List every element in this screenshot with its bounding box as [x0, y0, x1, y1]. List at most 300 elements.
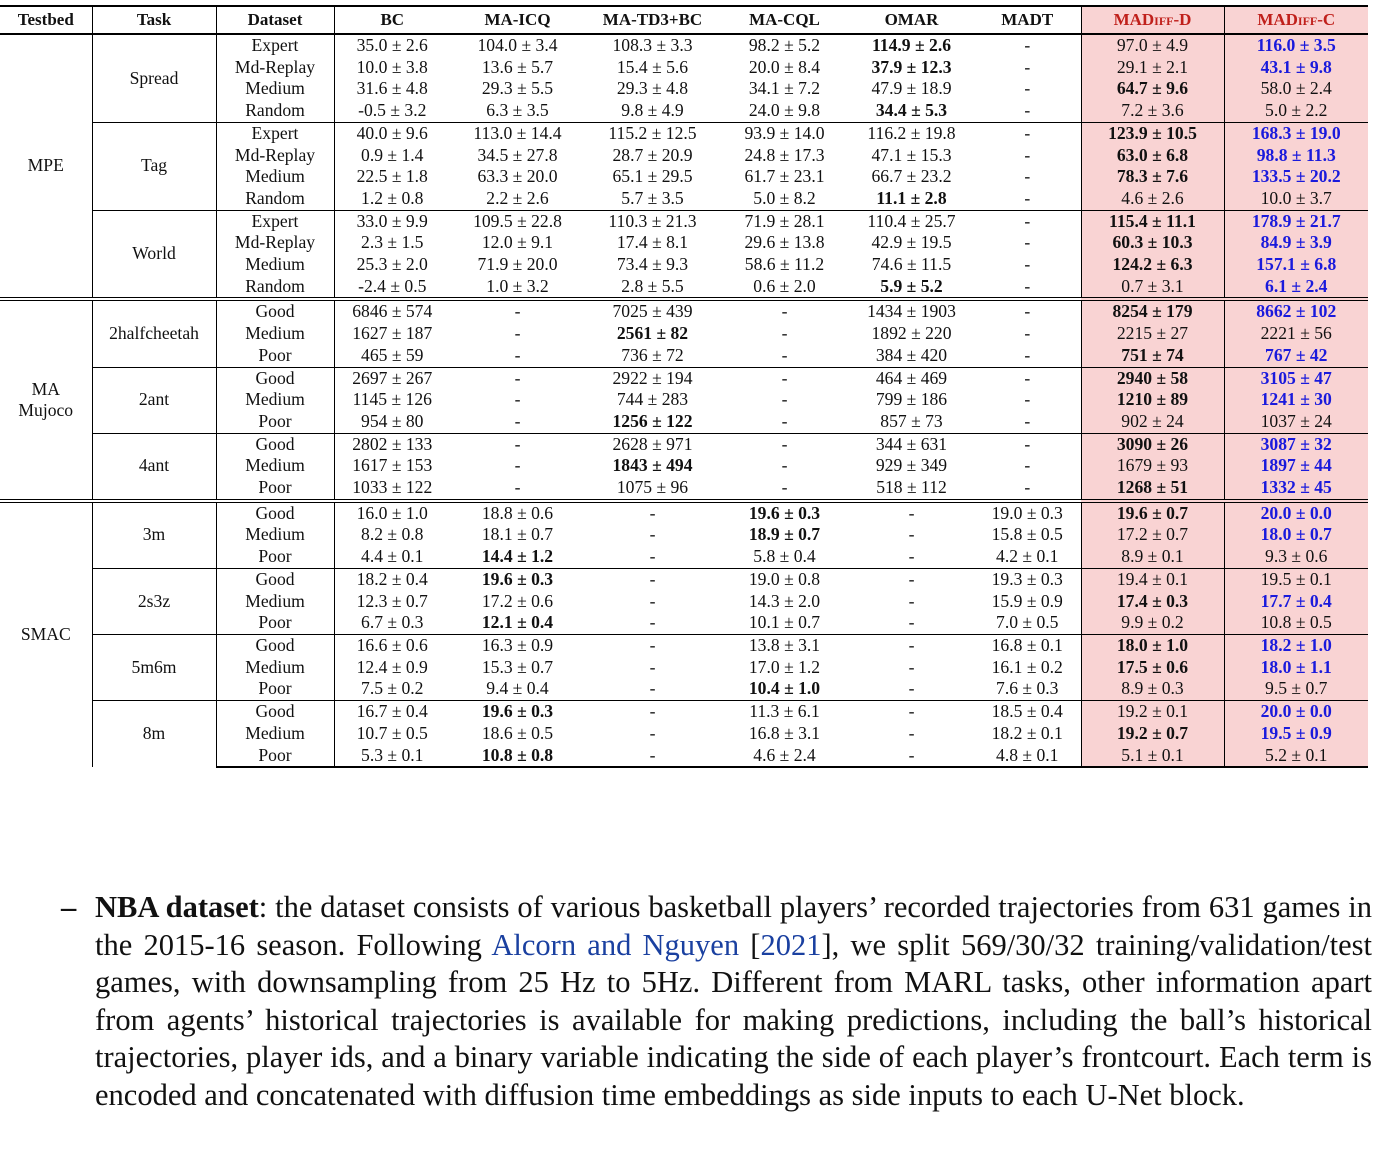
score-cell-madiff-d: 1679 ± 93 — [1081, 455, 1224, 477]
score-cell-ma-icq: 18.1 ± 0.7 — [481, 524, 554, 545]
dataset-cell: Poor — [216, 678, 334, 700]
score-cell-madt: - — [974, 57, 1081, 79]
score-cell-madiff-d: 8.9 ± 0.1 — [1081, 546, 1224, 568]
dataset-cell: Good — [216, 701, 334, 723]
score-cell-omar: 384 ± 420 — [875, 344, 948, 365]
paragraph-part-2: , we split 569/30/32 training/validation/test games, with downsampling from 25 Hz to 5Hz. Different from MARL tasks, other information apart from agents’ historical trajectories is available for making predictions, including the ball’s historical trajectories, player ids, and a binary variable indicating the side of each player’s frontcourt. Each term is encoded and concatenated with diffusion time embeddings as side inputs to each U-Net block. — [95, 927, 1372, 1112]
score-cell-ma-icq: 9.4 ± 0.4 — [486, 678, 549, 699]
score-cell-madt: 4.8 ± 0.1 — [974, 745, 1081, 768]
score-cell-ma-icq: 104.0 ± 3.4 — [477, 35, 558, 55]
score-cell-ma-td3bc: 736 ± 72 — [621, 344, 684, 365]
score-cell-madiff-c: 767 ± 42 — [1224, 345, 1368, 367]
testbed-cell: MPE — [0, 34, 92, 299]
score-cell-bc: 8.2 ± 0.8 — [361, 524, 424, 545]
testbed-cell: MA Mujoco — [0, 299, 92, 500]
score-cell-ma-cql: - — [781, 323, 788, 344]
score-cell-omar: - — [908, 722, 915, 743]
score-cell-madiff-d: 123.9 ± 10.5 — [1081, 122, 1224, 144]
score-cell-bc: 6846 ± 574 — [334, 299, 450, 323]
score-cell-ma-icq: 6.3 ± 3.5 — [486, 100, 549, 121]
score-cell-madt: - — [974, 345, 1081, 367]
score-cell-ma-icq: 19.6 ± 0.3 — [450, 701, 585, 723]
score-cell-ma-icq: 18.8 ± 0.6 — [450, 501, 585, 525]
score-cell-ma-icq: 71.9 ± 20.0 — [477, 254, 558, 275]
score-cell-ma-icq: 13.6 ± 5.7 — [481, 56, 554, 77]
score-cell-madiff-d: 19.2 ± 0.1 — [1081, 701, 1224, 723]
score-cell-madiff-c: 5.2 ± 0.1 — [1224, 745, 1368, 768]
score-cell-bc: 22.5 ± 1.8 — [356, 166, 428, 187]
task-cell: 2ant — [92, 367, 216, 433]
score-cell-ma-icq: 19.6 ± 0.3 — [450, 568, 585, 590]
score-cell-ma-cql: 5.8 ± 0.4 — [753, 546, 816, 567]
score-cell-ma-icq: - — [514, 344, 521, 365]
score-cell-ma-cql: 71.9 ± 28.1 — [720, 210, 849, 232]
score-cell-ma-cql: - — [781, 477, 788, 498]
score-cell-omar: 799 ± 186 — [875, 389, 948, 410]
score-cell-madiff-d: 19.4 ± 0.1 — [1081, 568, 1224, 590]
score-cell-ma-icq: 29.3 ± 5.5 — [481, 78, 554, 99]
score-cell-ma-td3bc: - — [585, 634, 720, 656]
score-cell-ma-td3bc: - — [649, 612, 656, 633]
score-cell-bc: 40.0 ± 9.6 — [334, 122, 450, 144]
score-cell-madiff-d: 18.0 ± 1.0 — [1081, 634, 1224, 656]
score-cell-ma-td3bc: 2628 ± 971 — [585, 433, 720, 455]
score-cell-ma-icq: - — [514, 455, 521, 476]
score-cell-omar: - — [849, 634, 974, 656]
score-cell-omar: 47.1 ± 15.3 — [871, 144, 952, 165]
score-cell-ma-td3bc: - — [649, 524, 656, 545]
header-ma-icq: MA-ICQ — [484, 10, 551, 30]
score-cell-ma-cql: 13.8 ± 3.1 — [720, 634, 849, 656]
score-cell-ma-td3bc: 7025 ± 439 — [585, 299, 720, 323]
score-cell-madiff-d: 1268 ± 51 — [1081, 477, 1224, 501]
score-cell-madiff-c: 19.5 ± 0.1 — [1224, 568, 1368, 590]
score-cell-madiff-d: 751 ± 74 — [1081, 345, 1224, 367]
score-cell-madt: - — [974, 232, 1081, 254]
score-cell-madt: - — [974, 166, 1081, 188]
dataset-cell: Poor — [216, 345, 334, 367]
score-cell-madiff-c: 10.8 ± 0.5 — [1224, 612, 1368, 634]
score-cell-madt: - — [974, 455, 1081, 477]
header-madiff-c: MADiff-C — [1224, 6, 1368, 34]
dataset-cell: Random — [216, 100, 334, 122]
score-cell-ma-cql: 20.0 ± 8.4 — [748, 56, 821, 77]
score-cell-ma-td3bc: 9.8 ± 4.9 — [621, 100, 684, 121]
score-cell-ma-td3bc: - — [649, 678, 656, 699]
score-cell-bc: 35.0 ± 2.6 — [356, 35, 428, 55]
score-cell-bc: 18.2 ± 0.4 — [334, 568, 450, 590]
score-cell-bc: 12.3 ± 0.7 — [356, 590, 428, 611]
score-cell-madiff-c: 6.1 ± 2.4 — [1224, 276, 1368, 300]
score-cell-ma-td3bc: - — [649, 656, 656, 677]
score-cell-madiff-d: 78.3 ± 7.6 — [1081, 166, 1224, 188]
citation-open-bracket: [ — [739, 927, 761, 962]
score-cell-ma-icq: - — [450, 299, 585, 323]
score-cell-ma-td3bc: 108.3 ± 3.3 — [612, 35, 693, 55]
score-cell-bc: 1033 ± 122 — [352, 477, 433, 498]
score-cell-madiff-c: 157.1 ± 6.8 — [1224, 254, 1368, 276]
score-cell-omar: - — [908, 546, 915, 567]
score-cell-ma-icq: - — [450, 367, 585, 389]
score-cell-madiff-c: 20.0 ± 0.0 — [1224, 501, 1368, 525]
score-cell-ma-td3bc: 29.3 ± 4.8 — [616, 78, 689, 99]
table-row — [0, 634, 1368, 656]
score-cell-ma-cql: - — [720, 433, 849, 455]
score-cell-bc: 25.3 ± 2.0 — [356, 254, 428, 275]
score-cell-ma-icq: - — [514, 477, 521, 498]
score-cell-madt: 19.0 ± 0.3 — [974, 501, 1081, 525]
score-cell-ma-cql: 24.8 ± 17.3 — [744, 144, 825, 165]
score-cell-madiff-c: 43.1 ± 9.8 — [1224, 57, 1368, 79]
score-cell-madiff-d: 115.4 ± 11.1 — [1081, 210, 1224, 232]
score-cell-bc: 465 ± 59 — [361, 344, 424, 365]
score-cell-madiff-d: 902 ± 24 — [1081, 411, 1224, 433]
score-cell-omar: 37.9 ± 12.3 — [871, 56, 952, 77]
task-cell: 2s3z — [92, 568, 216, 634]
dataset-cell: Good — [216, 501, 334, 525]
score-cell-ma-cql: - — [781, 389, 788, 410]
score-cell-madiff-d: 17.5 ± 0.6 — [1081, 657, 1224, 679]
score-cell-madiff-d: 7.2 ± 3.6 — [1081, 100, 1224, 122]
score-cell-ma-td3bc: 15.4 ± 5.6 — [616, 56, 689, 77]
header-madiff-d: MADiff-D — [1081, 6, 1224, 34]
score-cell-madiff-d: 4.6 ± 2.6 — [1081, 188, 1224, 210]
score-cell-ma-icq: 34.5 ± 27.8 — [477, 144, 558, 165]
score-cell-omar: - — [908, 590, 915, 611]
score-cell-ma-td3bc: 28.7 ± 20.9 — [612, 144, 693, 165]
score-cell-madiff-c: 98.8 ± 11.3 — [1224, 145, 1368, 167]
score-cell-madiff-d: 19.6 ± 0.7 — [1081, 501, 1224, 525]
score-cell-omar: - — [849, 701, 974, 723]
dataset-cell: Md-Replay — [216, 57, 334, 79]
score-cell-madiff-d: 124.2 ± 6.3 — [1081, 254, 1224, 276]
dataset-cell: Good — [216, 568, 334, 590]
score-cell-madiff-d: 97.0 ± 4.9 — [1081, 34, 1224, 57]
score-cell-madiff-c: 1037 ± 24 — [1224, 411, 1368, 433]
score-cell-ma-td3bc: 5.7 ± 3.5 — [621, 187, 684, 208]
score-cell-ma-cql: 19.6 ± 0.3 — [720, 501, 849, 525]
score-cell-madiff-c: 9.3 ± 0.6 — [1224, 546, 1368, 568]
score-cell-omar: 1434 ± 1903 — [849, 299, 974, 323]
score-cell-madiff-c: 9.5 ± 0.7 — [1224, 678, 1368, 700]
score-cell-ma-td3bc: 73.4 ± 9.3 — [616, 254, 689, 275]
score-cell-omar: - — [908, 612, 915, 633]
score-cell-ma-td3bc: - — [585, 701, 720, 723]
score-cell-ma-icq: 10.8 ± 0.8 — [450, 745, 585, 768]
citation-year-link[interactable]: 2021 — [760, 927, 822, 962]
score-cell-ma-cql: 5.0 ± 8.2 — [753, 187, 816, 208]
score-cell-ma-cql: 29.6 ± 13.8 — [744, 232, 825, 253]
header-testbed: Testbed — [0, 6, 92, 34]
score-cell-bc: 1.2 ± 0.8 — [361, 187, 424, 208]
score-cell-ma-cql: 17.0 ± 1.2 — [748, 656, 821, 677]
dataset-cell: Poor — [216, 411, 334, 433]
score-cell-madiff-c: 17.7 ± 0.4 — [1224, 591, 1368, 613]
header-ma-cql: MA-CQL — [749, 10, 820, 30]
score-cell-madt: - — [974, 299, 1081, 323]
score-cell-ma-icq: - — [450, 433, 585, 455]
dataset-cell: Expert — [216, 122, 334, 144]
score-cell-bc: 954 ± 80 — [361, 410, 424, 431]
score-cell-ma-cql: 14.3 ± 2.0 — [748, 590, 821, 611]
score-cell-ma-td3bc: 2922 ± 194 — [585, 367, 720, 389]
score-cell-ma-cql: - — [720, 367, 849, 389]
results-table — [0, 5, 1368, 768]
task-cell: 8m — [92, 701, 216, 768]
score-cell-madiff-c: 133.5 ± 20.2 — [1224, 166, 1368, 188]
score-cell-madt: - — [974, 433, 1081, 455]
score-cell-ma-icq: 63.3 ± 20.0 — [477, 166, 558, 187]
score-cell-madiff-c: 3105 ± 47 — [1224, 367, 1368, 389]
score-cell-ma-icq: 2.2 ± 2.6 — [486, 187, 549, 208]
score-cell-ma-icq: 17.2 ± 0.6 — [481, 590, 554, 611]
score-cell-madt: - — [974, 78, 1081, 100]
table-row — [0, 501, 1368, 525]
score-cell-madiff-d: 9.9 ± 0.2 — [1081, 612, 1224, 634]
score-cell-bc: 16.7 ± 0.4 — [334, 701, 450, 723]
score-cell-madiff-d: 3090 ± 26 — [1081, 433, 1224, 455]
score-cell-ma-td3bc: - — [585, 568, 720, 590]
score-cell-madt: 16.1 ± 0.2 — [974, 657, 1081, 679]
score-cell-madt: - — [974, 367, 1081, 389]
dataset-cell: Good — [216, 433, 334, 455]
score-cell-madiff-c: 2221 ± 56 — [1224, 323, 1368, 345]
score-cell-madiff-c: 20.0 ± 0.0 — [1224, 701, 1368, 723]
score-cell-madiff-d: 2940 ± 58 — [1081, 367, 1224, 389]
score-cell-ma-td3bc: 1075 ± 96 — [616, 477, 689, 498]
score-cell-bc: 6.7 ± 0.3 — [361, 612, 424, 633]
score-cell-ma-td3bc: - — [649, 546, 656, 567]
score-cell-madiff-c: 84.9 ± 3.9 — [1224, 232, 1368, 254]
score-cell-bc: 2802 ± 133 — [334, 433, 450, 455]
task-cell: Spread — [92, 34, 216, 122]
dataset-cell: Medium — [216, 254, 334, 276]
score-cell-madiff-c: 178.9 ± 21.7 — [1224, 210, 1368, 232]
score-cell-omar: 1892 ± 220 — [871, 323, 952, 344]
score-cell-madiff-c: 3087 ± 32 — [1224, 433, 1368, 455]
table-body — [0, 34, 1368, 767]
score-cell-madt: 15.8 ± 0.5 — [974, 524, 1081, 546]
score-cell-ma-td3bc: - — [585, 745, 720, 768]
score-cell-bc: 0.9 ± 1.4 — [361, 144, 424, 165]
score-cell-omar: 116.2 ± 19.8 — [849, 122, 974, 144]
dataset-cell: Random — [216, 188, 334, 210]
table-row — [0, 433, 1368, 455]
task-cell: 4ant — [92, 433, 216, 501]
score-cell-ma-icq: - — [514, 389, 521, 410]
dataset-cell: Medium — [216, 166, 334, 188]
score-cell-madiff-d: 5.1 ± 0.1 — [1081, 745, 1224, 768]
score-cell-madt: - — [974, 254, 1081, 276]
score-cell-ma-td3bc: - — [649, 722, 656, 743]
score-cell-ma-cql: 61.7 ± 23.1 — [744, 166, 825, 187]
score-cell-bc: 16.6 ± 0.6 — [334, 634, 450, 656]
score-cell-ma-td3bc: 1256 ± 122 — [612, 410, 693, 431]
score-cell-ma-cql: - — [781, 344, 788, 365]
score-cell-bc: -2.4 ± 0.5 — [358, 275, 427, 296]
score-cell-ma-td3bc: - — [585, 501, 720, 525]
score-cell-ma-cql: 24.0 ± 9.8 — [748, 100, 821, 121]
score-cell-ma-td3bc: - — [649, 590, 656, 611]
score-cell-madiff-c: 8662 ± 102 — [1224, 299, 1368, 323]
task-cell: Tag — [92, 122, 216, 210]
score-cell-omar: - — [849, 501, 974, 525]
score-cell-ma-icq: 12.0 ± 9.1 — [481, 232, 554, 253]
paragraph-part-1: : the dataset consists of various basketball players’ recorded trajectories from 631 games in the 2015-16 season. Following — [95, 890, 1373, 962]
testbed-cell: SMAC — [0, 501, 92, 767]
score-cell-ma-td3bc: 110.3 ± 21.3 — [585, 210, 720, 232]
score-cell-madiff-d: 17.4 ± 0.3 — [1081, 591, 1224, 613]
score-cell-madiff-d: 1210 ± 89 — [1081, 389, 1224, 411]
header-madt: MADT — [974, 6, 1081, 34]
score-cell-ma-cql: 93.9 ± 14.0 — [720, 122, 849, 144]
score-cell-madiff-c: 5.0 ± 2.2 — [1224, 100, 1368, 122]
score-cell-madt: - — [974, 323, 1081, 345]
score-cell-ma-cql: 10.1 ± 0.7 — [748, 612, 821, 633]
dataset-cell: Expert — [216, 34, 334, 57]
score-cell-ma-icq: 14.4 ± 1.2 — [481, 546, 554, 567]
score-cell-ma-cql: 11.3 ± 6.1 — [720, 701, 849, 723]
score-cell-ma-td3bc: 65.1 ± 29.5 — [612, 166, 693, 187]
dataset-cell: Poor — [216, 745, 334, 768]
score-cell-madt: - — [974, 100, 1081, 122]
table-row — [0, 367, 1368, 389]
score-cell-madt: 18.2 ± 0.1 — [974, 723, 1081, 745]
score-cell-madiff-c: 116.0 ± 3.5 — [1224, 34, 1368, 57]
dataset-cell: Poor — [216, 612, 334, 634]
score-cell-ma-cql: - — [720, 299, 849, 323]
score-cell-ma-td3bc: 1843 ± 494 — [612, 455, 693, 476]
score-cell-madt: - — [974, 188, 1081, 210]
paragraph-text — [95, 889, 1372, 1115]
score-cell-ma-td3bc: 744 ± 283 — [616, 389, 689, 410]
dataset-cell: Medium — [216, 657, 334, 679]
score-cell-ma-icq: 18.6 ± 0.5 — [481, 722, 554, 743]
score-cell-madiff-c: 18.0 ± 0.7 — [1224, 524, 1368, 546]
score-cell-madt: 19.3 ± 0.3 — [974, 568, 1081, 590]
score-cell-omar: 47.9 ± 18.9 — [871, 78, 952, 99]
score-cell-omar: 518 ± 112 — [876, 477, 947, 498]
score-cell-omar: - — [849, 745, 974, 768]
score-cell-madt: - — [974, 34, 1081, 57]
dataset-cell: Medium — [216, 455, 334, 477]
dataset-cell: Random — [216, 276, 334, 300]
score-cell-omar: 344 ± 631 — [849, 433, 974, 455]
score-cell-madt: 16.8 ± 0.1 — [974, 634, 1081, 656]
score-cell-omar: 11.1 ± 2.8 — [876, 187, 947, 208]
score-cell-ma-icq: 16.3 ± 0.9 — [450, 634, 585, 656]
score-cell-ma-cql: - — [781, 455, 788, 476]
score-cell-madiff-c: 18.0 ± 1.1 — [1224, 657, 1368, 679]
score-cell-ma-icq: 12.1 ± 0.4 — [481, 612, 554, 633]
score-cell-omar: - — [908, 656, 915, 677]
score-cell-bc: 2697 ± 267 — [334, 367, 450, 389]
score-cell-omar: 110.4 ± 25.7 — [849, 210, 974, 232]
score-cell-bc: -0.5 ± 3.2 — [358, 100, 427, 121]
score-cell-ma-cql: 19.0 ± 0.8 — [720, 568, 849, 590]
score-cell-ma-icq: - — [514, 323, 521, 344]
score-cell-omar: 929 ± 349 — [875, 455, 948, 476]
score-cell-madiff-d: 8254 ± 179 — [1081, 299, 1224, 323]
score-cell-madiff-c: 10.0 ± 3.7 — [1224, 188, 1368, 210]
score-cell-madt: 15.9 ± 0.9 — [974, 591, 1081, 613]
dataset-cell: Medium — [216, 78, 334, 100]
score-cell-madiff-c: 1332 ± 45 — [1224, 477, 1368, 501]
header-omar: OMAR — [884, 10, 939, 30]
score-cell-madiff-d: 0.7 ± 3.1 — [1081, 276, 1224, 300]
score-cell-omar: 66.7 ± 23.2 — [871, 166, 952, 187]
score-cell-madiff-c: 1241 ± 30 — [1224, 389, 1368, 411]
header-task: Task — [92, 6, 216, 34]
score-cell-madiff-c: 168.3 ± 19.0 — [1224, 122, 1368, 144]
score-cell-ma-td3bc: 2561 ± 82 — [616, 323, 689, 344]
score-cell-madt: - — [974, 411, 1081, 433]
score-cell-omar: 42.9 ± 19.5 — [871, 232, 952, 253]
score-cell-ma-icq: 113.0 ± 14.4 — [450, 122, 585, 144]
header-dataset: Dataset — [216, 6, 334, 34]
table-row — [0, 701, 1368, 723]
dataset-cell: Md-Replay — [216, 145, 334, 167]
score-cell-omar: 464 ± 469 — [849, 367, 974, 389]
score-cell-omar: 5.9 ± 5.2 — [880, 275, 943, 296]
dataset-cell: Medium — [216, 323, 334, 345]
score-cell-ma-cql: 58.6 ± 11.2 — [744, 254, 825, 275]
header-ma-td3bc: MA-TD3+BC — [602, 10, 703, 30]
dataset-cell: Good — [216, 634, 334, 656]
paragraph-lead: NBA dataset — [95, 890, 259, 924]
task-cell: 3m — [92, 501, 216, 569]
score-cell-ma-td3bc: 17.4 ± 8.1 — [616, 232, 689, 253]
dataset-cell: Medium — [216, 591, 334, 613]
score-cell-omar: 857 ± 73 — [880, 410, 943, 431]
dataset-cell: Medium — [216, 389, 334, 411]
header-bc: BC — [380, 10, 405, 30]
score-cell-ma-icq: 1.0 ± 3.2 — [486, 275, 549, 296]
score-cell-madt: - — [974, 145, 1081, 167]
score-cell-madiff-c: 58.0 ± 2.4 — [1224, 78, 1368, 100]
score-cell-bc: 10.0 ± 3.8 — [356, 56, 428, 77]
score-cell-bc: 16.0 ± 1.0 — [334, 501, 450, 525]
score-cell-madt: - — [974, 477, 1081, 501]
score-cell-ma-td3bc: 2.8 ± 5.5 — [621, 275, 684, 296]
score-cell-madiff-d: 2215 ± 27 — [1081, 323, 1224, 345]
table-row — [0, 34, 1368, 57]
dataset-cell: Good — [216, 367, 334, 389]
dataset-cell: Medium — [216, 723, 334, 745]
score-cell-madiff-d: 63.0 ± 6.8 — [1081, 145, 1224, 167]
score-cell-bc: 31.6 ± 4.8 — [356, 78, 428, 99]
score-cell-ma-icq: 15.3 ± 0.7 — [481, 656, 554, 677]
score-cell-madt: - — [974, 210, 1081, 232]
dataset-cell: Poor — [216, 546, 334, 568]
score-cell-ma-icq: 109.5 ± 22.8 — [450, 210, 585, 232]
list-dash: – — [61, 890, 77, 924]
header-row — [0, 6, 1368, 34]
score-cell-madiff-c: 1897 ± 44 — [1224, 455, 1368, 477]
score-cell-madiff-d: 60.3 ± 10.3 — [1081, 232, 1224, 254]
dataset-cell: Md-Replay — [216, 232, 334, 254]
score-cell-ma-icq: - — [514, 410, 521, 431]
score-cell-bc: 12.4 ± 0.9 — [356, 656, 428, 677]
score-cell-ma-cql: 4.6 ± 2.4 — [720, 745, 849, 768]
score-cell-omar: - — [908, 678, 915, 699]
score-cell-bc: 2.3 ± 1.5 — [361, 232, 424, 253]
dataset-cell: Poor — [216, 477, 334, 501]
citation-authors-link[interactable]: Alcorn and Nguyen — [491, 927, 740, 962]
score-cell-ma-cql: 34.1 ± 7.2 — [748, 78, 821, 99]
score-cell-bc: 5.3 ± 0.1 — [334, 745, 450, 768]
table-row — [0, 299, 1368, 323]
